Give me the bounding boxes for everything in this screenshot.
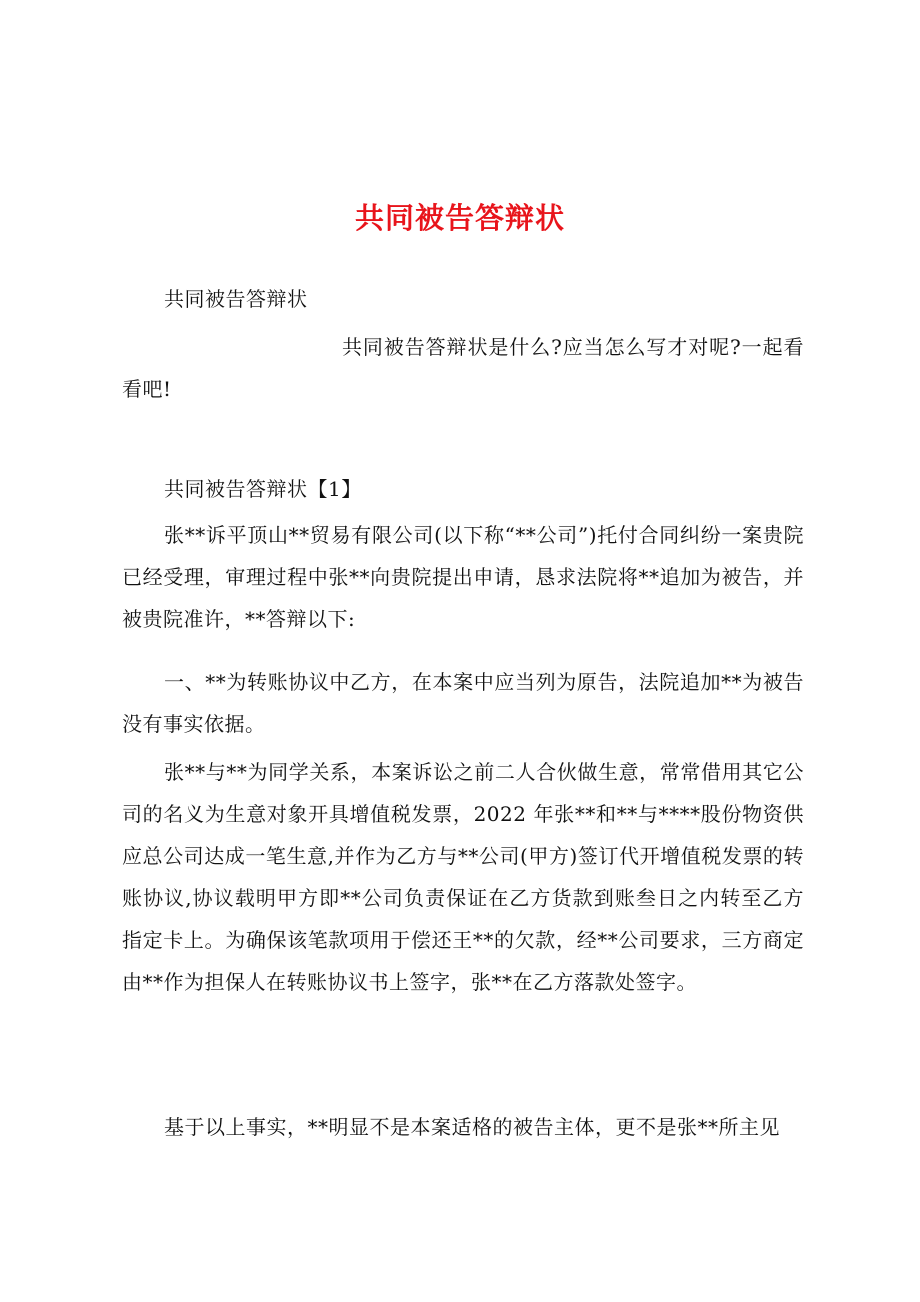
section-heading: 共同被告答辩状【1】 (164, 477, 362, 501)
paragraph-subtitle: 共同被告答辩状 (164, 287, 308, 311)
paragraph-conclusion: 基于以上事实，**明显不是本案适格的被告主体，更不是张**所主见 (164, 1115, 780, 1139)
paragraph-intro: 共同被告答辩状是什么?应当怎么写才对呢?一起看看吧! (122, 335, 804, 401)
document-title: 共同被告答辩状 (354, 201, 565, 235)
paragraph-case-statement: 张**诉平顶山**贸易有限公司(以下称“**公司”)托付合同纠纷一案贵院已经受理，审理过程中张**向贵院提出申请，恳求法院将**追加为被告，并被贵院准许，**答辩以下: (122, 523, 804, 631)
paragraph-facts: 张**与**为同学关系，本案诉讼之前二人合伙做生意，常常借用其它公司的名义为生意对象开具增值税发票，2022 年张**和**与****股份物资供应总公司达成一笔生意,并作为乙方与**公司(甲方)签订代开增值税发票的转账协议,协议载明甲方即**公司负责保证在乙方货款到账叁日之内转至乙方指定卡上。为确保该笔款项用于偿还王**的欠款，经**公司要求，三方商定由**作为担保人在转账协议书上签字，张**在乙方落款处签字。 (122, 760, 804, 994)
paragraph-point-one: 一、**为转账协议中乙方，在本案中应当列为原告，法院追加**为被告没有事实依据。 (122, 670, 804, 736)
